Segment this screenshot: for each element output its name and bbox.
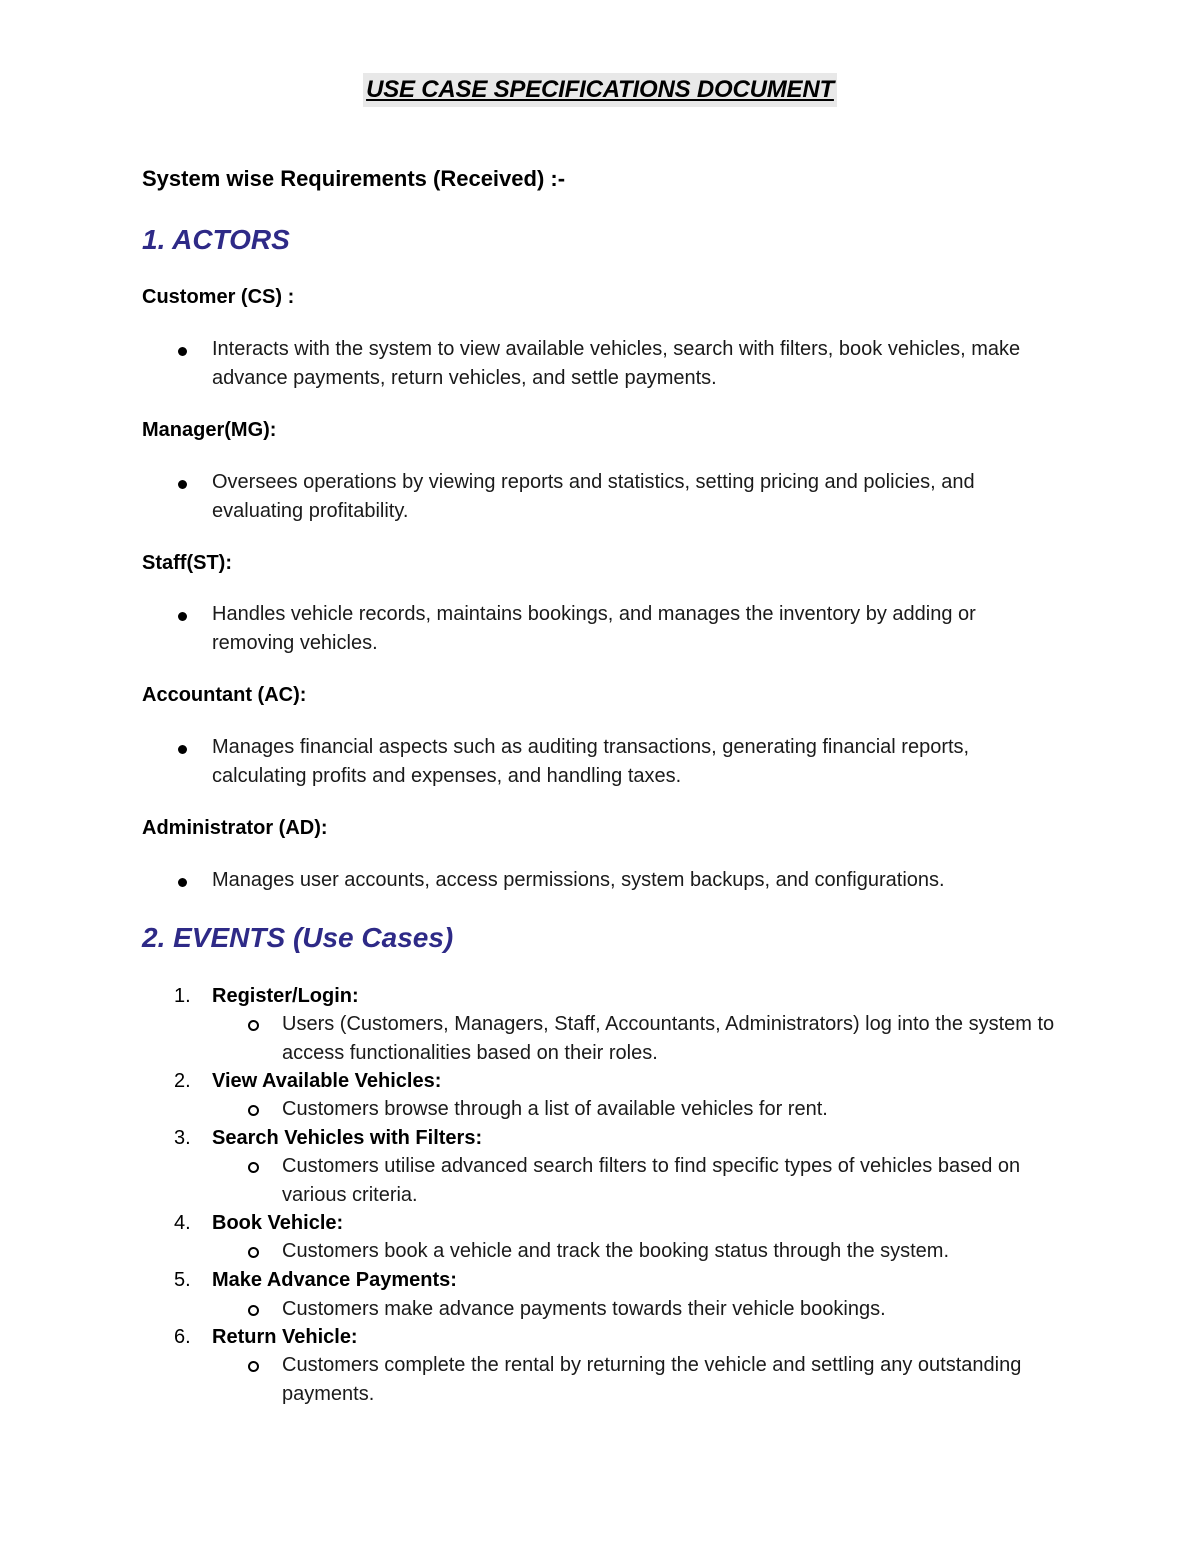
document-title-text: USE CASE SPECIFICATIONS DOCUMENT [363, 73, 837, 107]
event-title-view-vehicles: View Available Vehicles: [212, 1070, 442, 1092]
event-number: 4. [174, 1212, 191, 1234]
event-description-search-vehicles: Customers utilise advanced search filters to find specific types of vehicles based on various criteria. [282, 1155, 1021, 1206]
hollow-bullet-icon [248, 1247, 259, 1258]
hollow-bullet-icon [248, 1361, 259, 1372]
event-title-search-vehicles: Search Vehicles with Filters: [212, 1127, 483, 1149]
event-description-view-vehicles: Customers browse through a list of available vehicles for rent. [282, 1098, 828, 1120]
event-description-advance-payments: Customers make advance payments towards their vehicle bookings. [282, 1298, 886, 1320]
actor-description-staff: Handles vehicle records, maintains bookings, and manages the inventory by adding or removing vehicles. [212, 603, 976, 654]
bullet-dot-icon [178, 347, 187, 356]
bullet-dot-icon [178, 612, 187, 621]
actors-heading: 1. ACTORS [142, 224, 290, 255]
event-number: 2. [174, 1070, 191, 1092]
actor-name-customer: Customer (CS) : [142, 286, 295, 308]
actor-description-accountant: Manages financial aspects such as auditing transactions, generating financial reports, calculating profits and expenses, and handling taxes. [212, 736, 970, 787]
actor-description-customer: Interacts with the system to view available vehicles, search with filters, book vehicles, make advance payments, return vehicles, and settle payments. [212, 338, 1021, 389]
hollow-bullet-icon [248, 1020, 259, 1031]
event-number: 1. [174, 985, 191, 1007]
actor-name-manager: Manager(MG): [142, 419, 277, 441]
event-description-book-vehicle: Customers book a vehicle and track the booking status through the system. [282, 1240, 950, 1262]
event-number: 3. [174, 1127, 191, 1149]
actor-name-accountant: Accountant (AC): [142, 684, 307, 706]
event-title-register-login: Register/Login: [212, 985, 359, 1007]
hollow-bullet-icon [248, 1105, 259, 1116]
requirements-heading: System wise Requirements (Received) :- [142, 166, 566, 191]
event-title-advance-payments: Make Advance Payments: [212, 1269, 457, 1291]
event-description-return-vehicle: Customers complete the rental by returning the vehicle and settling any outstanding payments. [282, 1354, 1022, 1405]
actor-name-staff: Staff(ST): [142, 552, 232, 574]
event-description-register-login: Users (Customers, Managers, Staff, Accountants, Administrators) log into the system to access functionalities based on their roles. [282, 1013, 1055, 1064]
event-title-book-vehicle: Book Vehicle: [212, 1212, 344, 1234]
events-heading: 2. EVENTS (Use Cases) [142, 922, 454, 953]
actor-description-manager: Oversees operations by viewing reports and statistics, setting pricing and policies, and evaluating profitability. [212, 471, 975, 522]
bullet-dot-icon [178, 878, 187, 887]
actor-description-administrator: Manages user accounts, access permissions, system backups, and configurations. [212, 869, 945, 891]
event-title-return-vehicle: Return Vehicle: [212, 1326, 358, 1348]
hollow-bullet-icon [248, 1162, 259, 1173]
event-number: 5. [174, 1269, 191, 1291]
bullet-dot-icon [178, 480, 187, 489]
bullet-dot-icon [178, 745, 187, 754]
document-title [0, 68, 1200, 107]
actor-name-administrator: Administrator (AD): [142, 817, 328, 839]
event-number: 6. [174, 1326, 191, 1348]
hollow-bullet-icon [248, 1305, 259, 1316]
